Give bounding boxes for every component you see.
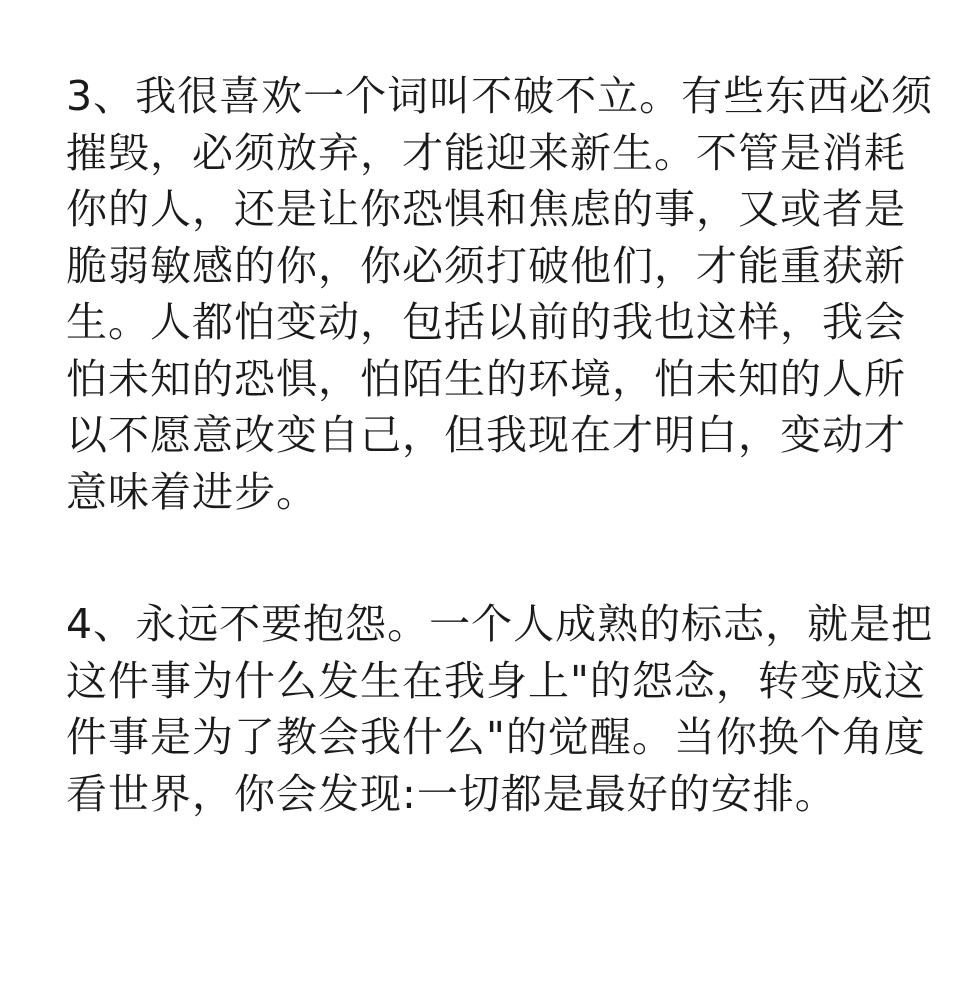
paragraph-4 [66, 596, 934, 822]
text-line: 看世界，你会发现:一切都是最好的安排。 [66, 769, 837, 818]
text-line: 意味着进步。 [66, 467, 318, 516]
text-line: 脆弱敏感的你，你必须打破他们，才能重获新 [66, 241, 906, 290]
text-line: 这件事为什么发生在我身上"的怨念，转变成这 [66, 656, 926, 705]
text-line: 摧毁，必须放弃，才能迎来新生。不管是消耗 [66, 128, 906, 177]
text-line: 以不愿意改变自己，但我现在才明白，变动才 [66, 411, 906, 459]
text-line: 3、我很喜欢一个词叫不破不立。有些东西必须 [66, 72, 934, 120]
paragraph-3 [66, 68, 934, 520]
text-line: 件事是为了教会我什么"的觉醒。当你换个角度 [66, 713, 926, 761]
text-line: 怕未知的恐惧，怕陌生的环境，怕未知的人所 [66, 354, 906, 403]
text-line: 4、永远不要抱怨。一个人成熟的标志，就是把 [66, 600, 934, 648]
text-line: 你的人，还是让你恐惧和焦虑的事，又或者是 [66, 185, 906, 233]
text-line: 生。人都怕变动，包括以前的我也这样，我会 [66, 298, 906, 346]
